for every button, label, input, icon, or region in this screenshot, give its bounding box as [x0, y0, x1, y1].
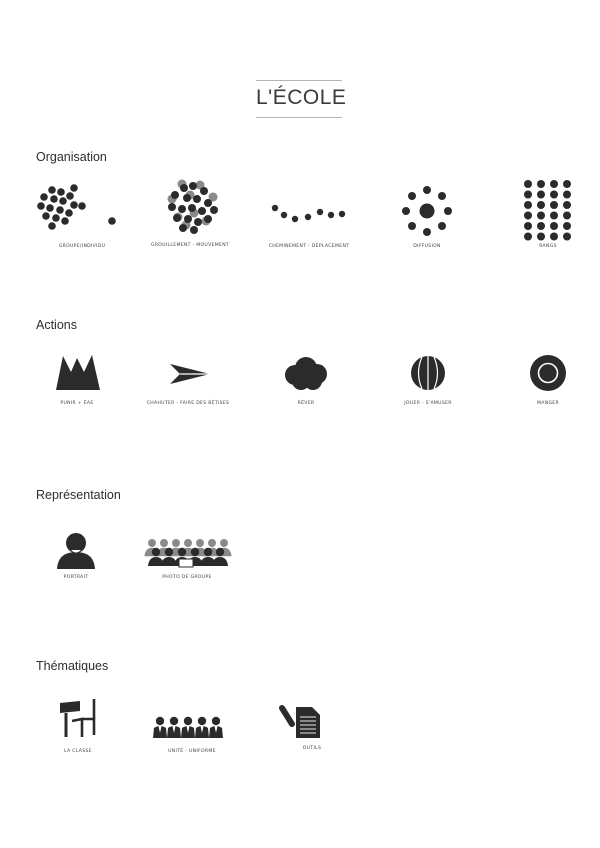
caption-punir: PUNIR + ÉAE [60, 401, 94, 406]
caption-manger: MANGER [537, 401, 559, 406]
caption-portrait: PORTRAIT [63, 575, 89, 580]
caption-jouer: JOUER - S'AMUSER [404, 401, 452, 406]
path-icon [268, 200, 350, 226]
section-title-representation: Représentation [36, 488, 121, 502]
caption-unite-uniforme: UNITÉ - UNIFORME [168, 749, 216, 754]
rows-icon [520, 178, 576, 242]
paper-plane-icon [168, 362, 212, 386]
section-title-thematiques: Thématiques [36, 659, 109, 673]
page-title: L'ÉCOLE [256, 80, 342, 118]
portrait-icon [56, 530, 96, 570]
caption-diffusion: DIFFUSION [413, 244, 441, 249]
section-title-organisation: Organisation [36, 150, 107, 164]
caption-photo-de-groupe: PHOTO DE GROUPE [162, 575, 212, 580]
caption-chahuter: CHAHUTER - FAIRE DES BÊTISES [146, 401, 230, 406]
caption-cheminement: CHEMINEMENT - DÉPLACEMENT [268, 244, 350, 249]
plate-icon [529, 354, 567, 392]
group-individual-icon [32, 180, 132, 242]
desk-icon [58, 697, 98, 739]
caption-grouillement: GROUILLEMENT - MOUVEMENT [150, 243, 230, 248]
ball-icon [410, 355, 446, 391]
caption-rever: RÊVER [297, 401, 315, 406]
caption-rangs: RANGS [539, 244, 557, 249]
punish-icon [54, 352, 102, 392]
caption-la-classe: LA CLASSE [64, 749, 92, 754]
cloud-icon [282, 355, 330, 391]
caption-outils: OUTILS [302, 746, 322, 751]
diffusion-icon [398, 183, 456, 241]
caption-groupe-individu: GROUPE/INDIVIDU [58, 244, 106, 249]
group-photo-icon [142, 535, 232, 571]
tools-icon [276, 704, 324, 740]
section-title-actions: Actions [36, 318, 77, 332]
swarm-icon [160, 177, 230, 237]
uniform-icon [152, 716, 224, 740]
